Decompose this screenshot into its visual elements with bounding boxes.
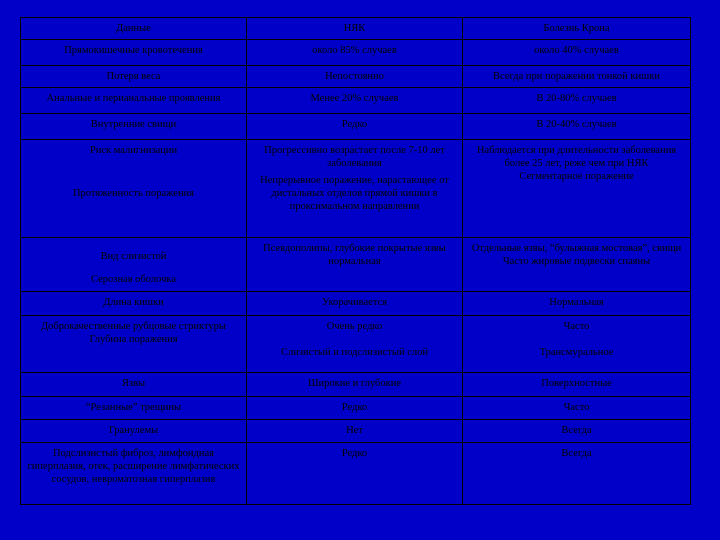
uc-value: Редко bbox=[247, 397, 463, 420]
row-label-pair bbox=[21, 238, 247, 292]
row-label: Длина кишки bbox=[21, 292, 247, 316]
table-row bbox=[21, 140, 691, 238]
uc-value: Менее 20% случаев bbox=[247, 88, 463, 114]
uc-value: Слизистый и подслизистый слой bbox=[281, 347, 428, 358]
crohn-value-pair bbox=[463, 238, 691, 292]
crohn-value: Сегментарное поражение bbox=[519, 171, 634, 182]
row-label: Доброкачественные рубцовые стриктуры bbox=[41, 321, 226, 332]
row-label: Анальные и перианальные проявления bbox=[21, 88, 247, 114]
crohn-value-pair bbox=[463, 140, 691, 238]
table-row bbox=[21, 238, 691, 292]
crohn-value: Поверхностные bbox=[463, 373, 691, 397]
table-row bbox=[21, 40, 691, 66]
table-row bbox=[21, 114, 691, 140]
crohn-value: Нормальная bbox=[463, 292, 691, 316]
uc-value: Нет bbox=[247, 420, 463, 443]
crohn-value: В 20-80% случаев bbox=[463, 88, 691, 114]
header-cell-crohn: Болезнь Крона bbox=[463, 18, 691, 40]
crohn-value: Всегда bbox=[463, 420, 691, 443]
crohn-value: Отдельные язвы, “булыжная мостовая”, свищи bbox=[471, 243, 682, 254]
crohn-value: Всегда при поражении тонкой кишки bbox=[463, 66, 691, 88]
uc-value: Очень редко bbox=[326, 321, 383, 332]
row-label-pair bbox=[21, 316, 247, 373]
row-label: Гранулемы bbox=[21, 420, 247, 443]
row-label: Протяженность поражения bbox=[72, 188, 195, 199]
crohn-value: В 20-40% случаев bbox=[463, 114, 691, 140]
uc-value: Широкие и глубокие bbox=[247, 373, 463, 397]
table-row bbox=[21, 66, 691, 88]
uc-value-pair bbox=[247, 316, 463, 373]
uc-value: Непостоянно bbox=[247, 66, 463, 88]
row-label: Риск малигнизации bbox=[89, 145, 178, 156]
crohn-value-pair bbox=[463, 316, 691, 373]
table-row bbox=[21, 373, 691, 397]
uc-value-pair bbox=[247, 238, 463, 292]
comparison-table bbox=[20, 17, 691, 505]
uc-value: Редко bbox=[247, 114, 463, 140]
row-label: Прямокишечные кровотечения bbox=[21, 40, 247, 66]
row-label: Язвы bbox=[21, 373, 247, 397]
row-label-pair bbox=[21, 140, 247, 238]
table-row bbox=[21, 88, 691, 114]
uc-value: Псевдополипы, глубокие покрытые язвы bbox=[263, 243, 446, 254]
crohn-value: Часто жировые подвески спаяны bbox=[502, 256, 651, 267]
crohn-value: около 40% случаев bbox=[463, 40, 691, 66]
header-cell-uc: НЯК bbox=[247, 18, 463, 40]
crohn-value: Всегда bbox=[463, 443, 691, 505]
row-label: Серозная оболочка bbox=[91, 274, 176, 285]
table-row bbox=[21, 397, 691, 420]
uc-value: Укорачивается bbox=[247, 292, 463, 316]
table-header-row bbox=[21, 18, 691, 40]
table-row bbox=[21, 420, 691, 443]
uc-value: Прогрессивно возрастает после 7-10 лет заболевания bbox=[264, 145, 445, 169]
row-label: Потеря веса bbox=[21, 66, 247, 88]
row-label: Подслизистый фиброз, лимфоидная гиперплазия, отек, расширение лимфатических сосудов, невроматозная гиперплазия bbox=[21, 443, 247, 505]
crohn-value: Наблюдается при длительности заболевания более 25 лет, реже чем при НЯК bbox=[476, 145, 677, 169]
uc-value: нормальная bbox=[328, 256, 381, 267]
table-row bbox=[21, 316, 691, 373]
uc-value: около 85% случаев bbox=[247, 40, 463, 66]
table-row bbox=[21, 443, 691, 505]
table-row bbox=[21, 292, 691, 316]
header-cell-data: Данные bbox=[21, 18, 247, 40]
uc-value-pair bbox=[247, 140, 463, 238]
row-label: Внутренние свищи bbox=[21, 114, 247, 140]
row-label: “Резанные” трещины bbox=[21, 397, 247, 420]
row-label: Глубина поражения bbox=[89, 334, 178, 345]
crohn-value: Часто bbox=[463, 397, 691, 420]
crohn-value: Часто bbox=[563, 321, 590, 332]
row-label: Вид слизистой bbox=[100, 251, 167, 262]
crohn-value: Трансмуральное bbox=[539, 347, 614, 358]
uc-value: Непрерывное поражение, нарастающее от дистальных отделов прямой кишки в проксимальном направлении bbox=[260, 175, 449, 212]
uc-value: Редко bbox=[247, 443, 463, 505]
